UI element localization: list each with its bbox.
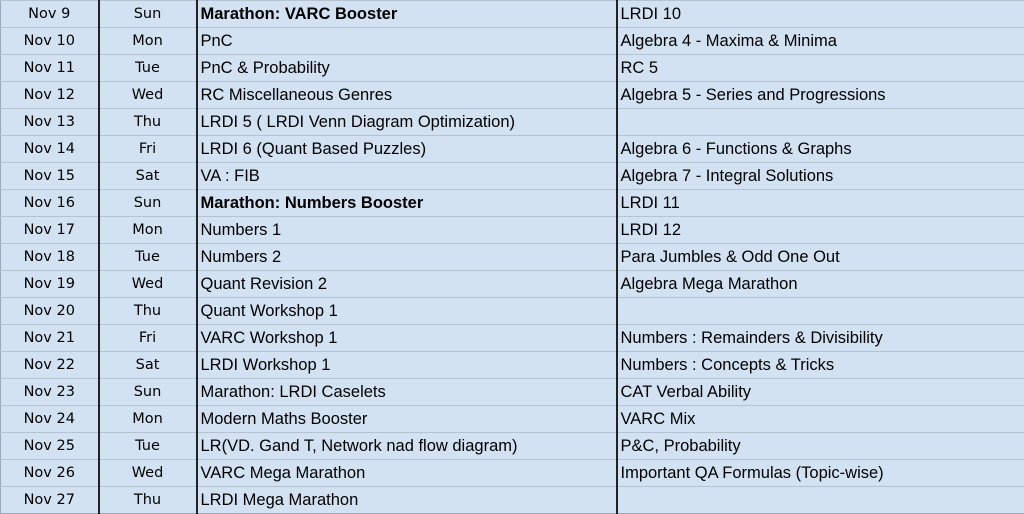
table-row (1, 163, 1024, 190)
day-cell: Thu (99, 298, 197, 325)
day-cell: Sun (99, 379, 197, 406)
session-2-cell: Algebra 7 - Integral Solutions (617, 163, 1024, 190)
table-row (1, 487, 1024, 514)
schedule-body (1, 1, 1024, 514)
date-cell: Nov 10 (1, 28, 99, 55)
session-2-cell (617, 298, 1024, 325)
table-row (1, 190, 1024, 217)
day-cell: Tue (99, 433, 197, 460)
table-row (1, 109, 1024, 136)
session-1-cell: PnC & Probability (197, 55, 617, 82)
day-cell: Wed (99, 460, 197, 487)
date-cell: Nov 9 (1, 1, 99, 28)
date-cell: Nov 13 (1, 109, 99, 136)
session-1-cell: LRDI 6 (Quant Based Puzzles) (197, 136, 617, 163)
date-cell: Nov 25 (1, 433, 99, 460)
table-row (1, 433, 1024, 460)
date-cell: Nov 23 (1, 379, 99, 406)
table-row (1, 271, 1024, 298)
session-1-cell: LR(VD. Gand T, Network nad flow diagram) (197, 433, 617, 460)
session-1-cell: Marathon: VARC Booster (197, 1, 617, 28)
session-2-cell: Algebra 5 - Series and Progressions (617, 82, 1024, 109)
table-row (1, 379, 1024, 406)
session-1-cell: PnC (197, 28, 617, 55)
session-2-cell: VARC Mix (617, 406, 1024, 433)
session-2-cell: Important QA Formulas (Topic-wise) (617, 460, 1024, 487)
date-cell: Nov 19 (1, 271, 99, 298)
day-cell: Mon (99, 406, 197, 433)
date-cell: Nov 17 (1, 217, 99, 244)
day-cell: Wed (99, 82, 197, 109)
table-row (1, 28, 1024, 55)
session-1-cell: Quant Workshop 1 (197, 298, 617, 325)
session-1-cell: RC Miscellaneous Genres (197, 82, 617, 109)
date-cell: Nov 22 (1, 352, 99, 379)
session-1-cell: Marathon: LRDI Caselets (197, 379, 617, 406)
session-2-cell: Algebra 4 - Maxima & Minima (617, 28, 1024, 55)
day-cell: Thu (99, 487, 197, 514)
table-row (1, 460, 1024, 487)
day-cell: Sat (99, 352, 197, 379)
session-2-cell (617, 109, 1024, 136)
day-cell: Tue (99, 55, 197, 82)
date-cell: Nov 20 (1, 298, 99, 325)
date-cell: Nov 15 (1, 163, 99, 190)
date-cell: Nov 12 (1, 82, 99, 109)
session-1-cell: LRDI Mega Marathon (197, 487, 617, 514)
table-row (1, 244, 1024, 271)
session-1-cell: VA : FIB (197, 163, 617, 190)
session-2-cell: LRDI 10 (617, 1, 1024, 28)
session-2-cell: Para Jumbles & Odd One Out (617, 244, 1024, 271)
session-2-cell: Algebra Mega Marathon (617, 271, 1024, 298)
day-cell: Fri (99, 325, 197, 352)
day-cell: Mon (99, 28, 197, 55)
day-cell: Sat (99, 163, 197, 190)
date-cell: Nov 27 (1, 487, 99, 514)
date-cell: Nov 14 (1, 136, 99, 163)
date-cell: Nov 26 (1, 460, 99, 487)
session-2-cell: CAT Verbal Ability (617, 379, 1024, 406)
session-1-cell: VARC Mega Marathon (197, 460, 617, 487)
session-1-cell: Modern Maths Booster (197, 406, 617, 433)
day-cell: Tue (99, 244, 197, 271)
table-row (1, 298, 1024, 325)
session-1-cell: LRDI Workshop 1 (197, 352, 617, 379)
session-1-cell: Quant Revision 2 (197, 271, 617, 298)
session-1-cell: Numbers 1 (197, 217, 617, 244)
table-row (1, 217, 1024, 244)
table-row (1, 82, 1024, 109)
session-1-cell: VARC Workshop 1 (197, 325, 617, 352)
day-cell: Thu (99, 109, 197, 136)
session-2-cell: Numbers : Concepts & Tricks (617, 352, 1024, 379)
date-cell: Nov 21 (1, 325, 99, 352)
session-1-cell: Numbers 2 (197, 244, 617, 271)
session-2-cell (617, 487, 1024, 514)
table-row (1, 136, 1024, 163)
day-cell: Sun (99, 1, 197, 28)
table-row (1, 1, 1024, 28)
date-cell: Nov 18 (1, 244, 99, 271)
session-2-cell: LRDI 11 (617, 190, 1024, 217)
session-2-cell: LRDI 12 (617, 217, 1024, 244)
session-2-cell: Algebra 6 - Functions & Graphs (617, 136, 1024, 163)
session-1-cell: Marathon: Numbers Booster (197, 190, 617, 217)
date-cell: Nov 16 (1, 190, 99, 217)
day-cell: Fri (99, 136, 197, 163)
session-1-cell: LRDI 5 ( LRDI Venn Diagram Optimization) (197, 109, 617, 136)
table-row (1, 55, 1024, 82)
session-2-cell: P&C, Probability (617, 433, 1024, 460)
day-cell: Wed (99, 271, 197, 298)
table-row (1, 352, 1024, 379)
day-cell: Sun (99, 190, 197, 217)
day-cell: Mon (99, 217, 197, 244)
date-cell: Nov 11 (1, 55, 99, 82)
session-2-cell: Numbers : Remainders & Divisibility (617, 325, 1024, 352)
table-row (1, 325, 1024, 352)
table-row (1, 406, 1024, 433)
date-cell: Nov 24 (1, 406, 99, 433)
session-2-cell: RC 5 (617, 55, 1024, 82)
